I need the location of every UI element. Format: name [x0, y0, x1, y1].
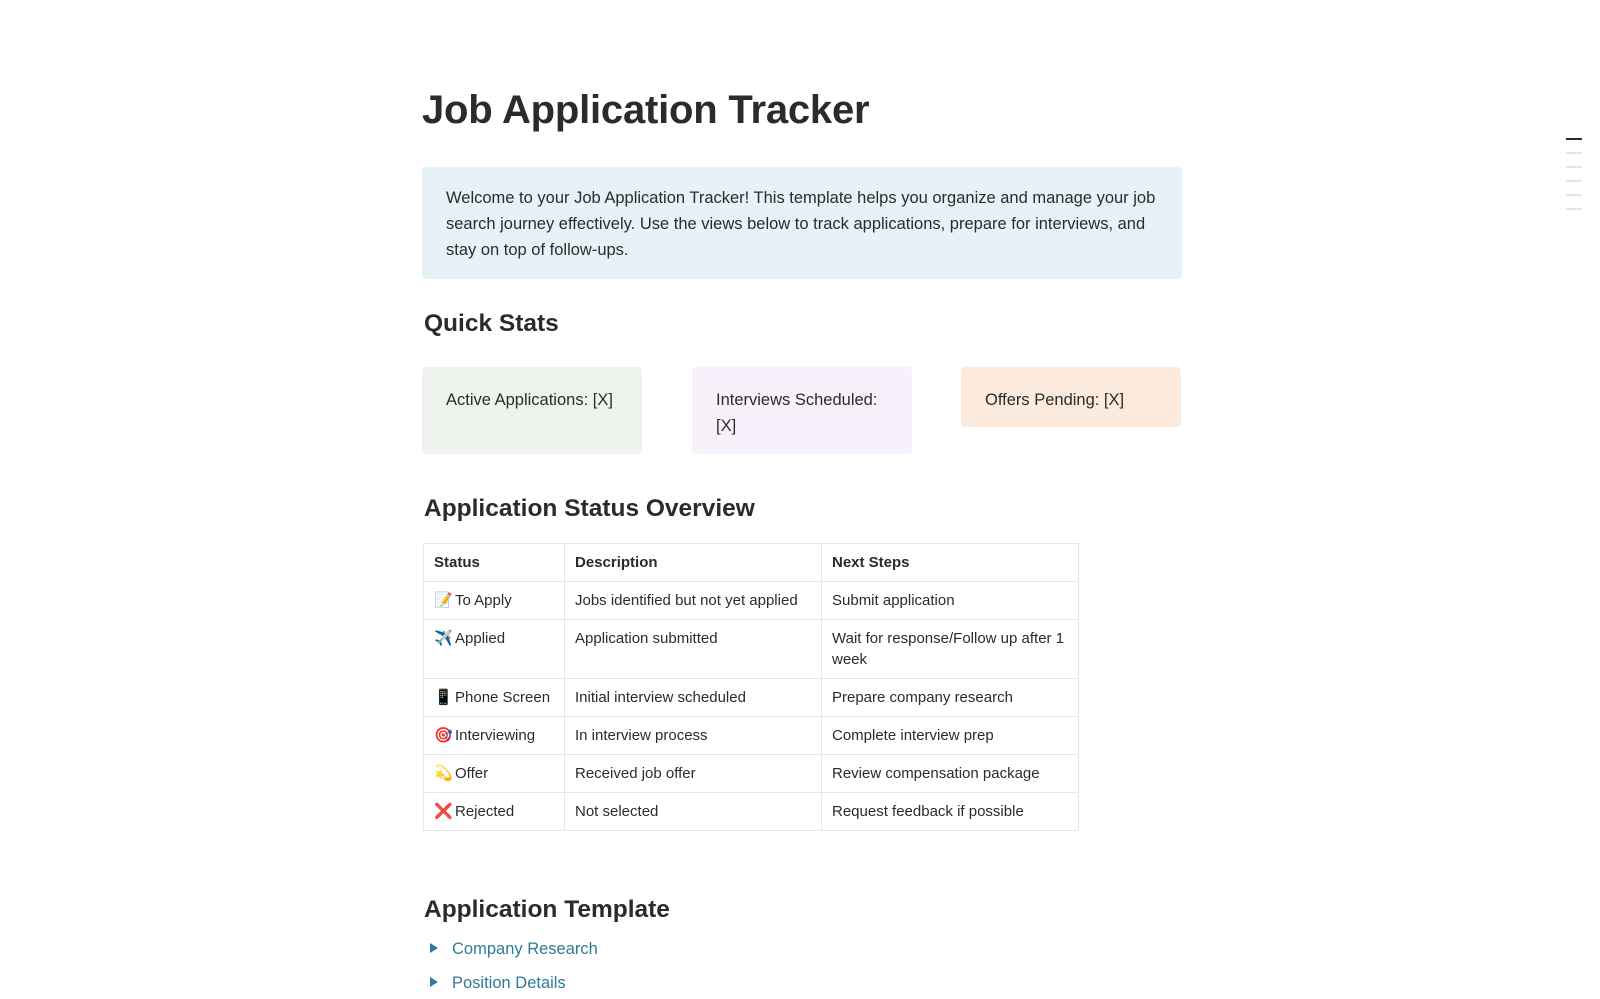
table-row [424, 793, 1079, 831]
table-header-row [424, 544, 1079, 582]
description-cell[interactable]: Received job offer [565, 755, 822, 793]
status-table [423, 543, 1079, 831]
next-steps-cell[interactable]: Complete interview prep [822, 717, 1079, 755]
next-steps-cell[interactable]: Wait for response/Follow up after 1 week [822, 620, 1079, 679]
phone-icon: 📱 [434, 689, 453, 706]
toggle-position-details[interactable] [430, 974, 566, 993]
dizzy-star-icon: 💫 [434, 765, 453, 782]
toc-line[interactable] [1566, 138, 1582, 140]
status-label: Offer [455, 765, 489, 782]
status-cell[interactable] [424, 582, 565, 620]
intro-text: Welcome to your Job Application Tracker! This template helps you organize and manage your job search journey effectively. Use the views below to track applications, prepare for interviews, and stay on top of follow-ups. [446, 189, 1156, 259]
toc-line[interactable] [1566, 194, 1582, 196]
triangle-right-icon[interactable] [430, 943, 438, 953]
description-cell[interactable]: In interview process [565, 717, 822, 755]
description-cell[interactable]: Not selected [565, 793, 822, 831]
toggle-company-research[interactable] [430, 940, 598, 959]
table-of-contents-minimap[interactable] [1566, 138, 1582, 222]
description-cell[interactable]: Jobs identified but not yet applied [565, 582, 822, 620]
cross-mark-icon: ❌ [434, 803, 453, 820]
application-template-heading[interactable]: Application Template [424, 896, 670, 923]
intro-callout[interactable] [422, 167, 1182, 279]
toc-line[interactable] [1566, 152, 1582, 154]
table-row [424, 620, 1079, 679]
table-row [424, 755, 1079, 793]
status-cell[interactable] [424, 793, 565, 831]
status-label: Rejected [455, 803, 515, 820]
triangle-right-icon[interactable] [430, 977, 438, 987]
status-cell[interactable] [424, 679, 565, 717]
toc-line[interactable] [1566, 208, 1582, 210]
toggle-label: Company Research [452, 940, 598, 958]
column-header-description[interactable]: Description [565, 544, 822, 582]
column-header-status[interactable]: Status [424, 544, 565, 582]
memo-icon: 📝 [434, 592, 453, 609]
stat-card-interviews-scheduled[interactable] [692, 367, 912, 454]
stat-card-offers-pending[interactable] [961, 367, 1181, 427]
status-label: Phone Screen [455, 689, 551, 706]
stat-card-label: Active Applications: [X] [446, 391, 613, 409]
next-steps-cell[interactable]: Request feedback if possible [822, 793, 1079, 831]
status-label: Applied [455, 630, 506, 647]
description-cell[interactable]: Application submitted [565, 620, 822, 679]
status-cell[interactable] [424, 717, 565, 755]
status-label: Interviewing [455, 727, 536, 744]
toc-line[interactable] [1566, 166, 1582, 168]
table-row [424, 582, 1079, 620]
next-steps-cell[interactable]: Prepare company research [822, 679, 1079, 717]
description-cell[interactable]: Initial interview scheduled [565, 679, 822, 717]
next-steps-cell[interactable]: Review compensation package [822, 755, 1079, 793]
quick-stats-heading[interactable]: Quick Stats [424, 310, 559, 337]
page-title[interactable]: Job Application Tracker [422, 88, 870, 132]
table-row [424, 717, 1079, 755]
status-cell[interactable] [424, 755, 565, 793]
column-header-next-steps[interactable]: Next Steps [822, 544, 1079, 582]
airplane-icon: ✈️ [434, 630, 453, 647]
stat-card-label: Interviews Scheduled: [X] [716, 391, 878, 435]
next-steps-cell[interactable]: Submit application [822, 582, 1079, 620]
status-overview-heading[interactable]: Application Status Overview [424, 495, 755, 522]
stat-card-label: Offers Pending: [X] [985, 391, 1125, 409]
status-cell[interactable] [424, 620, 565, 679]
toc-line[interactable] [1566, 180, 1582, 182]
toggle-label: Position Details [452, 974, 566, 992]
stat-card-active-applications[interactable] [422, 367, 642, 454]
status-label: To Apply [455, 592, 512, 609]
table-row [424, 679, 1079, 717]
target-icon: 🎯 [434, 727, 453, 744]
